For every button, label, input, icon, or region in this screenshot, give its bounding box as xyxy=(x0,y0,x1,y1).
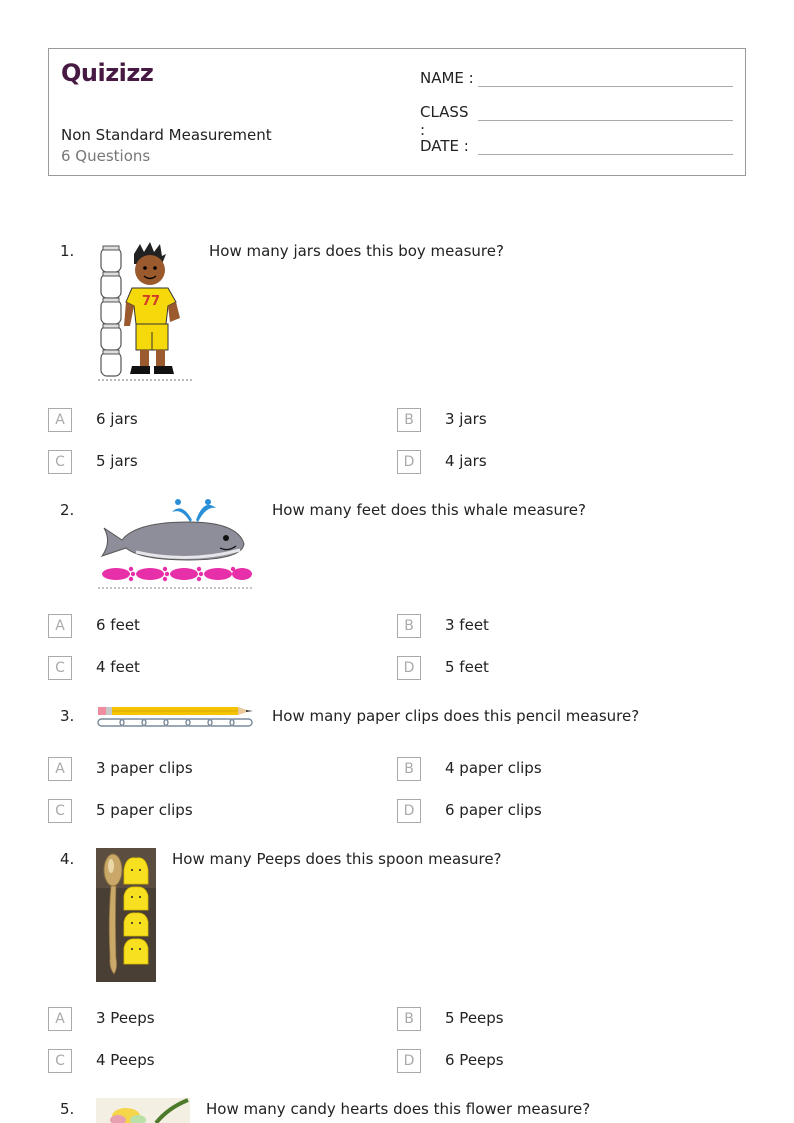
option-d-box[interactable]: D xyxy=(397,656,421,680)
option-c-text: 5 jars xyxy=(96,452,138,470)
option-c-box[interactable]: C xyxy=(48,656,72,680)
question-number: 4. xyxy=(60,850,75,868)
flower-with-candy-hearts-image xyxy=(96,1098,190,1123)
question-text: How many feet does this whale measure? xyxy=(272,501,586,519)
option-c-box[interactable]: C xyxy=(48,450,72,474)
question-text: How many Peeps does this spoon measure? xyxy=(172,850,502,868)
option-c-text: 4 Peeps xyxy=(96,1051,155,1069)
question-number: 3. xyxy=(60,707,75,725)
option-b-box[interactable]: B xyxy=(397,408,421,432)
option-a-box[interactable]: A xyxy=(48,1007,72,1031)
option-d-text: 5 feet xyxy=(445,658,489,676)
question-text: How many jars does this boy measure? xyxy=(209,242,504,260)
option-a-box[interactable]: A xyxy=(48,757,72,781)
question-number: 2. xyxy=(60,501,75,519)
date-field[interactable] xyxy=(420,137,476,155)
class-field[interactable] xyxy=(420,103,476,139)
option-b-text: 5 Peeps xyxy=(445,1009,504,1027)
option-d-text: 6 Peeps xyxy=(445,1051,504,1069)
option-a-box[interactable]: A xyxy=(48,614,72,638)
option-c-text: 4 feet xyxy=(96,658,140,676)
option-d-box[interactable]: D xyxy=(397,450,421,474)
question-number: 1. xyxy=(60,242,75,260)
quizizz-logo: Quizizz xyxy=(61,59,154,87)
boy-with-jars-image xyxy=(96,240,194,384)
svg-text:77: 77 xyxy=(142,294,161,309)
option-d-text: 6 paper clips xyxy=(445,801,542,819)
option-a-text: 6 feet xyxy=(96,616,140,634)
whale-with-footprints-image xyxy=(96,498,256,590)
option-a-box[interactable]: A xyxy=(48,408,72,432)
option-b-box[interactable]: B xyxy=(397,1007,421,1031)
option-b-text: 4 paper clips xyxy=(445,759,542,777)
class-label: CLASS : xyxy=(420,103,469,139)
question-text: How many candy hearts does this flower measure? xyxy=(206,1100,591,1118)
question-count: 6 Questions xyxy=(61,147,151,165)
option-c-box[interactable]: C xyxy=(48,799,72,823)
option-a-text: 3 Peeps xyxy=(96,1009,155,1027)
worksheet-header xyxy=(48,48,746,176)
option-d-text: 4 jars xyxy=(445,452,487,470)
class-line[interactable] xyxy=(478,120,733,121)
name-field[interactable] xyxy=(420,69,476,87)
option-c-box[interactable]: C xyxy=(48,1049,72,1073)
date-line[interactable] xyxy=(478,154,733,155)
option-a-text: 6 jars xyxy=(96,410,138,428)
question-number: 5. xyxy=(60,1100,75,1118)
pencil-with-paper-clips-image xyxy=(96,704,256,730)
option-d-box[interactable]: D xyxy=(397,1049,421,1073)
spoon-with-peeps-image xyxy=(96,848,156,982)
option-b-text: 3 jars xyxy=(445,410,487,428)
option-b-box[interactable]: B xyxy=(397,757,421,781)
option-c-text: 5 paper clips xyxy=(96,801,193,819)
option-b-text: 3 feet xyxy=(445,616,489,634)
name-label: NAME : xyxy=(420,69,474,87)
option-d-box[interactable]: D xyxy=(397,799,421,823)
option-a-text: 3 paper clips xyxy=(96,759,193,777)
question-text: How many paper clips does this pencil measure? xyxy=(272,707,640,725)
date-label: DATE : xyxy=(420,137,469,155)
worksheet-title: Non Standard Measurement xyxy=(61,126,272,144)
option-b-box[interactable]: B xyxy=(397,614,421,638)
name-line[interactable] xyxy=(478,86,733,87)
